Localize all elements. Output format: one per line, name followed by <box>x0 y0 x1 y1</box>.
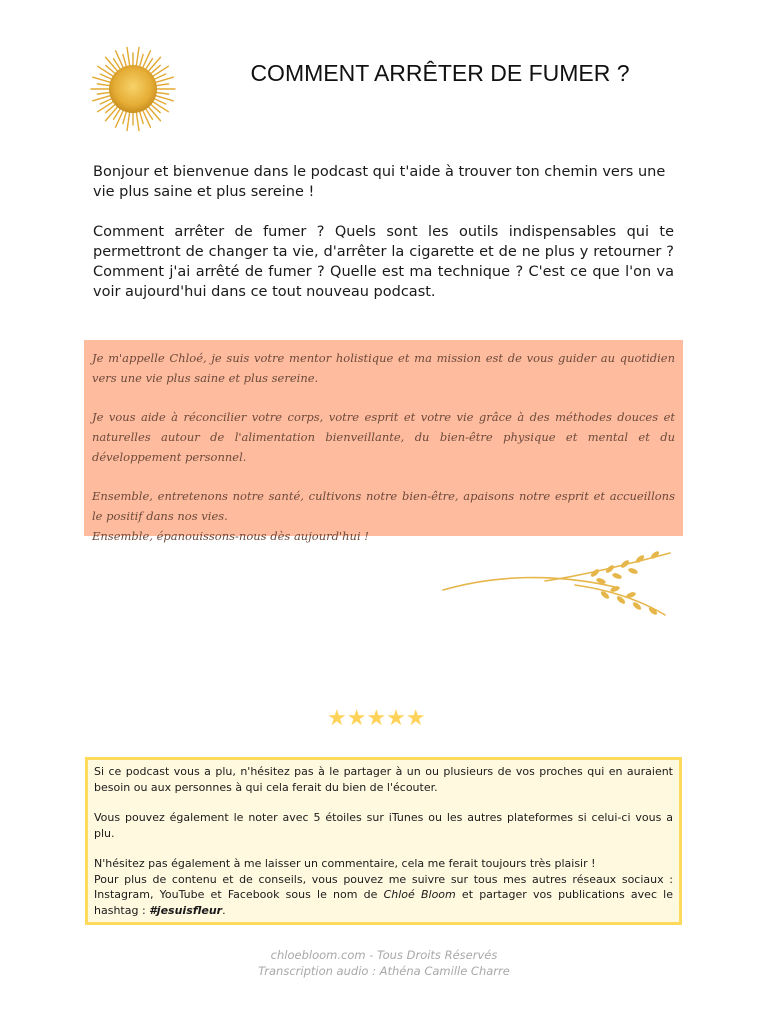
footer-transcription-credit: Transcription audio : Athéna Camille Charre <box>258 964 510 978</box>
body-paragraph: Comment arrêter de fumer ? Quels sont les outils indispensables qui te permettront de changer ta vie, d'arrêter la cigarette et de ne plus y retourner ? Comment j'ai arrêté de fumer ? Quelle est ma technique ? C'est ce que l'on va voir aujourd'hui dans ce tout nouveau podcast. <box>93 224 674 300</box>
share-call-to-action-box <box>85 757 682 925</box>
mentor-intro-box <box>84 340 683 543</box>
page-title: COMMENT ARRÊTER DE FUMER ? <box>250 60 630 86</box>
mentor-paragraph-1: Je m'appelle Chloé, je suis votre mentor holistique et ma mission est de vous guider au quotidien vers une vie plus saine et plus sereine. <box>92 351 675 385</box>
cta-paragraph-comment: N'hésitez pas également à me laisser un commentaire, cela me ferait toujours très plaisir ! <box>94 857 596 870</box>
cta-social-end: . <box>222 903 226 917</box>
five-star-rating: ★★★★★ <box>327 706 426 731</box>
cta-paragraph-rate: Vous pouvez également le noter avec 5 étoiles sur iTunes ou les autres plateformes si celui-ci vous a plu. <box>94 811 673 840</box>
cta-paragraph-share: Si ce podcast vous a plu, n'hésitez pas à le partager à un ou plusieurs de vos proches qui en auraient besoin ou aux personnes à qui cela ferait du bien de l'écouter. <box>94 765 673 794</box>
mentor-paragraph-4: Ensemble, épanouissons-nous dès aujourd'hui ! <box>92 529 369 543</box>
sun-icon <box>88 46 178 132</box>
mentor-paragraph-3: Ensemble, entretenons notre santé, cultivons notre bien-être, apaisons notre esprit et accueillons le positif dans nos vies. <box>92 489 675 523</box>
cta-social-text-2: et partager vos publications avec le hashtag : <box>94 888 673 917</box>
intro-paragraph: Bonjour et bienvenue dans le podcast qui t'aide à trouver ton chemin vers une vie plus saine et plus sereine ! <box>93 164 666 200</box>
footer-copyright: chloebloom.com - Tous Droits Réservés <box>270 948 498 962</box>
footer <box>0 947 768 979</box>
brand-name: Chloé Bloom <box>383 888 456 901</box>
cta-social-text: Pour plus de contenu et de conseils, vous pouvez me suivre sur tous mes autres réseaux sociaux : Instagram, YouTube et Facebook sous le nom de <box>94 872 673 901</box>
hashtag: #jesuisfleur <box>149 903 223 917</box>
cta-paragraph-social <box>94 872 673 919</box>
leaf-branch-icon <box>425 545 695 625</box>
mentor-paragraph-2: Je vous aide à réconcilier votre corps, votre esprit et votre vie grâce à des méthodes douces et naturelles autour de l'alimentation bienveillante, du bien-être physique et mental et du développement personnel. <box>92 410 675 464</box>
